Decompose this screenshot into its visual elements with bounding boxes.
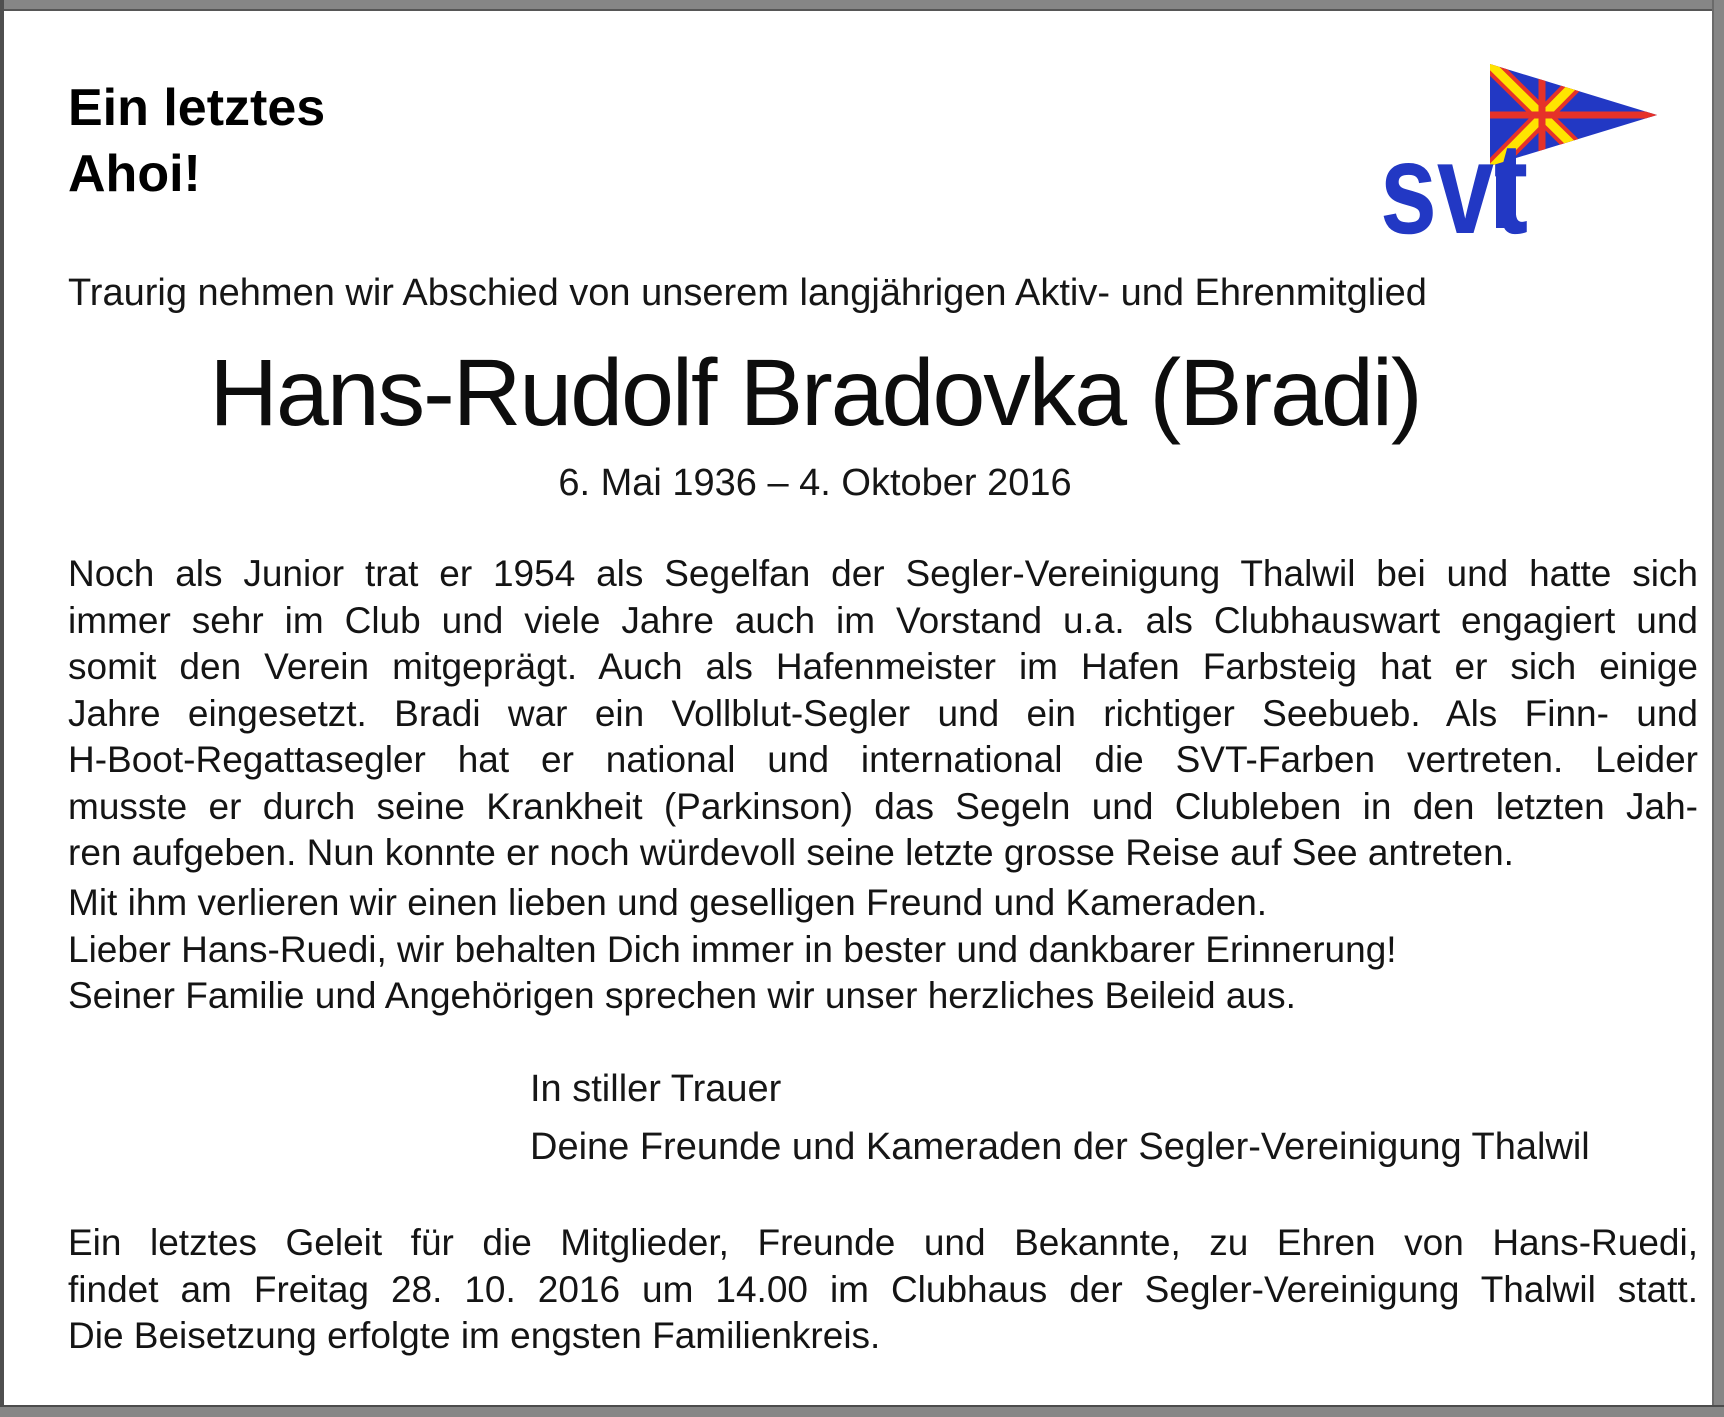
- viewer-frame-bottom: [0, 1405, 1724, 1417]
- funeral-info-line: Die Beisetzung erfolgte im engsten Familienkreis.: [68, 1315, 881, 1356]
- obituary-line: H-Boot-Regattasegler hat er national und international die SVT-Farben vertreten. Leider: [68, 739, 1698, 780]
- obituary-line: ren aufgeben. Nun konnte er noch würdevoll seine letzte grosse Reise auf See antreten.: [68, 832, 1514, 873]
- funeral-info-line: Ein letztes Geleit für die Mitglieder, Freunde und Bekannte, zu Ehren von Hans-Ruedi,: [68, 1222, 1698, 1263]
- svt-wordmark: svt: [1380, 115, 1528, 242]
- page-title-line2: Ahoi!: [68, 145, 201, 203]
- viewer-frame-right: [1712, 0, 1724, 1417]
- life-dates: 6. Mai 1936 – 4. Oktober 2016: [558, 462, 1072, 504]
- obituary-line: immer sehr im Club und viele Jahre auch im Vorstand u.a. als Clubhauswart engagiert und: [68, 599, 1698, 641]
- obituary-paragraph: [68, 551, 1698, 877]
- closing-salutation: In stiller Trauer: [530, 1068, 782, 1110]
- page-title-line1: Ein letztes: [68, 79, 326, 137]
- tribute-line: Lieber Hans-Ruedi, wir behalten Dich immer in bester und dankbarer Erinnerung!: [68, 928, 1397, 970]
- page-title: [68, 75, 325, 207]
- obituary-line: Jahre eingesetzt. Bradi war ein Vollblut-Segler und ein richtiger Seebueb. Als Finn- und: [68, 692, 1698, 734]
- viewer-frame-left: [0, 0, 4, 1417]
- obituary-line: somit den Verein mitgeprägt. Auch als Hafenmeister im Hafen Farbsteig hat er sich einige: [68, 646, 1698, 687]
- tribute-line: Seiner Familie und Angehörigen sprechen wir unser herzliches Beileid aus.: [68, 975, 1296, 1016]
- obituary-line: Noch als Junior trat er 1954 als Segelfan der Segler-Vereinigung Thalwil bei und hatte sich: [68, 553, 1698, 594]
- intro-line: Traurig nehmen wir Abschied von unserem langjährigen Aktiv- und Ehrenmitglied: [68, 272, 1427, 314]
- obituary-line: musste er durch seine Krankheit (Parkinson) das Segeln und Clubleben in den letzten Jah-: [68, 785, 1698, 827]
- deceased-name: Hans-Rudolf Bradovka (Bradi): [209, 340, 1421, 446]
- tribute-line: Mit ihm verlieren wir einen lieben und geselligen Freund und Kameraden.: [68, 882, 1268, 923]
- tribute-paragraph: [68, 880, 1698, 1020]
- svt-club-logo: [1378, 50, 1670, 242]
- viewer-frame-top: [0, 0, 1724, 11]
- funeral-info-paragraph: [68, 1220, 1698, 1360]
- svt-burgee-flag-icon: [1378, 50, 1670, 242]
- funeral-info-line: findet am Freitag 28. 10. 2016 um 14.00 im Clubhaus der Segler-Vereinigung Thalwil statt.: [68, 1268, 1698, 1310]
- closing-signature: Deine Freunde und Kameraden der Segler-Vereinigung Thalwil: [530, 1126, 1590, 1168]
